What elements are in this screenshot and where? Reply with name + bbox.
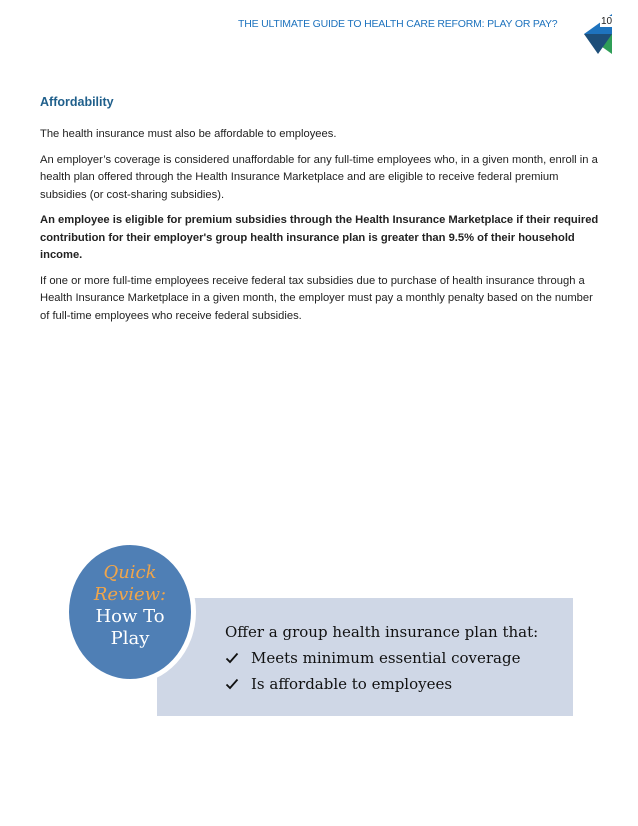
review-item <box>225 671 538 697</box>
review-intro: Offer a group health insurance plan that: <box>225 623 539 641</box>
review-label: Review: <box>93 584 167 605</box>
section-heading: Affordability <box>40 95 114 109</box>
review-item-text: Is affordable to employees <box>251 675 453 693</box>
checkmark-icon <box>225 651 239 665</box>
page-number: 10 <box>601 16 613 27</box>
paragraph: The health insurance must also be affordable to employees. <box>40 128 337 140</box>
quick-review-content <box>225 619 538 697</box>
how-to-label: How To <box>95 606 165 627</box>
checkmark-icon <box>225 677 239 691</box>
document-title: THE ULTIMATE GUIDE TO HEALTH CARE REFORM: PLAY OR PAY? <box>238 18 558 30</box>
page-header <box>0 14 638 54</box>
review-item-text: Meets minimum essential coverage <box>251 649 521 667</box>
quick-label: Quick <box>103 562 157 583</box>
paragraph: An employer’s coverage is considered unaffordable for any full-time employees who, in a given month, enroll in a health plan offered through the Health Insurance Marketplace and are eligible to receive federal premium subsidies (or cost-sharing subsidies). <box>40 153 598 201</box>
bold-paragraph: An employee is eligible for premium subsidies through the Health Insurance Marketplace if their required contribution for their employer's group health insurance plan is greater than 9.5% of their household income. <box>40 214 599 261</box>
review-item <box>225 645 538 671</box>
play-label: Play <box>110 628 150 649</box>
affordability-section <box>40 93 600 333</box>
quick-review-label <box>64 562 196 650</box>
paragraph: If one or more full-time employees receive federal tax subsidies due to purchase of health insurance through a Health Insurance Marketplace in a given month, the employer must pay a monthly penalty based on the number of full-time employees who receive federal subsidies. <box>40 274 593 322</box>
